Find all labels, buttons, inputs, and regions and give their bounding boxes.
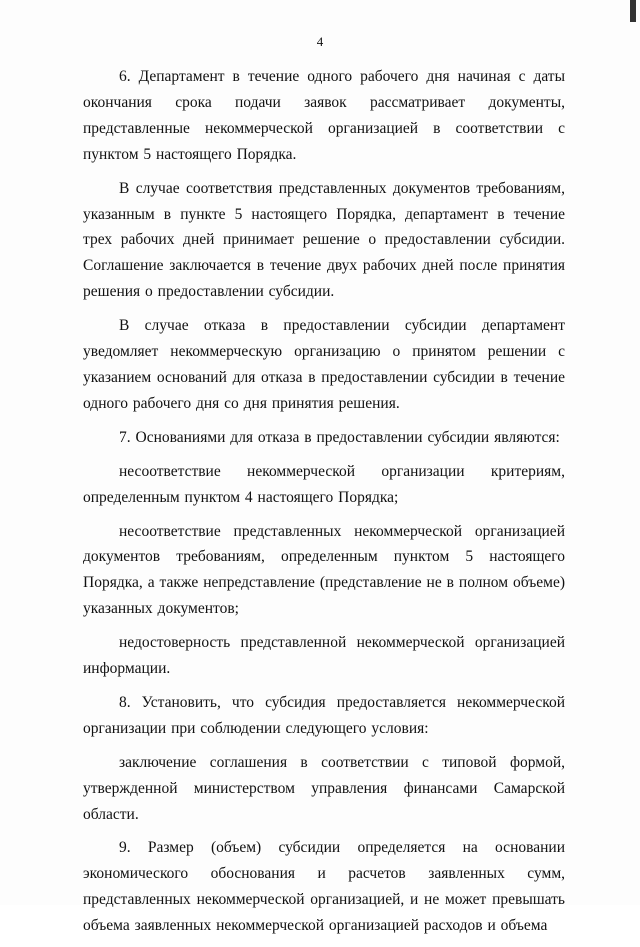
paragraph-6: 6. Департамент в течение одного рабочего дня начиная с даты окончания срока подачи заявок рассматривает документы, представленные некоммерческой организацией в соответствии с пунктом 5 настоящего Порядка. xyxy=(83,68,565,163)
document-body xyxy=(83,64,565,947)
paragraph-refusal: В случае отказа в предоставлении субсидии департамент уведомляет некоммерческую организацию о принятом решении с указанием оснований для отказа в предоставлении субсидии в течение одного рабочего дня со дня принятия решения. xyxy=(83,317,565,412)
paragraph-8: 8. Установить, что субсидия предоставляется некоммерческой организации при соблюдении следующего условия: xyxy=(83,693,565,737)
paragraph-8-condition: заключение соглашения в соответствии с типовой формой, утвержденной министерством управления финансами Самарской области. xyxy=(83,753,565,823)
paragraph-7-criteria: несоответствие некоммерческой организации критериям, определенным пунктом 4 настоящего Порядка; xyxy=(83,462,565,506)
page-number: 4 xyxy=(316,34,324,49)
paragraph-7-documents: несоответствие представленных некоммерческой организацией документов требованиям, определенным пунктом 5 настоящего Порядка, а также непредставление (представление не в полном объеме) указанных документов; xyxy=(83,522,565,618)
scan-edge-mark xyxy=(630,0,636,22)
paragraph-compliance: В случае соответствия представленных документов требованиям, указанным в пункте 5 настоящего Порядка, департамент в течение трех рабочих дней принимает решение о предоставлении субсидии. Соглашение заключается в течение двух рабочих дней после принятия решения о предоставлении субсидии. xyxy=(83,179,565,301)
paragraph-9: 9. Размер (объем) субсидии определяется на основании экономического обоснования и расчетов заявленных сумм, представленных некоммерческой организацией, и не может превышать объема заявленных некоммерческой организацией расходов и объема xyxy=(83,839,565,935)
paragraph-7-information: недостоверность представленной некоммерческой организацией информации. xyxy=(83,634,565,678)
paragraph-7: 7. Основаниями для отказа в предоставлении субсидии являются: xyxy=(119,428,560,446)
